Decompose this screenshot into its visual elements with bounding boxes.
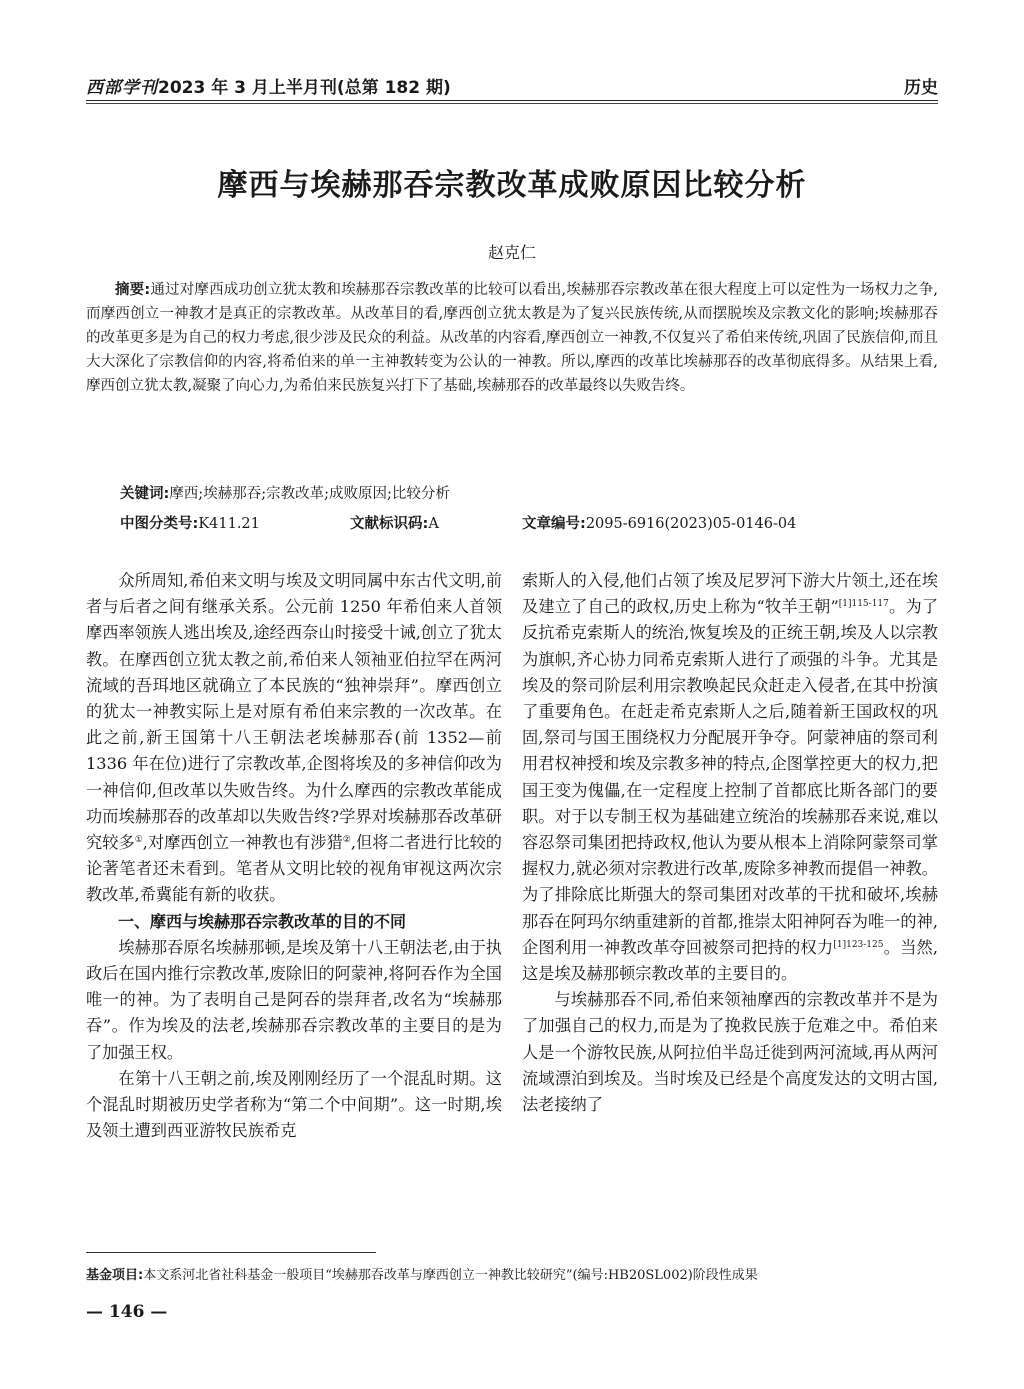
- footnote-rule: [86, 1252, 376, 1253]
- article-number-value: 2095-6916(2023)05-0146-04: [585, 516, 797, 532]
- paragraph-text: 。当然,这是埃及赫那顿宗教改革的主要目的。: [522, 937, 939, 984]
- section-heading: 一、摩西与埃赫那吞宗教改革的目的不同: [118, 911, 407, 931]
- clc-label: 中图分类号:: [120, 516, 199, 532]
- article-title: 摩西与埃赫那吞宗教改革成败原因比较分析: [217, 168, 807, 203]
- keywords: [120, 482, 938, 503]
- paragraph-text: 索斯人的入侵,他们占领了埃及尼罗河下游大片领土,还在埃及建立了自己的政权,历史上称为“牧羊王朝”: [522, 571, 938, 617]
- body-column-right: [522, 568, 938, 1118]
- abstract-label: 摘要:: [115, 282, 151, 298]
- body-column-left: [86, 568, 502, 1144]
- body-paragraph: 与埃赫那吞不同,希伯来领袖摩西的宗教改革并不是为了加强自己的权力,而是为了挽救民族于危难之中。希伯来人是一个游牧民族,从阿拉伯半岛迁徙到两河流域,再从两河流域漂泊到埃及。当时埃及已经是个高度发达的文明古国,法老接纳了: [522, 990, 938, 1115]
- paragraph-text: 众所周知,希伯来文明与埃及文明同属中东古代文明,前者与后者之间有继承关系。公元前 1250 年希伯来人首领摩西率领族人逃出埃及,途经西奈山时接受十诫,创立了犹太教。在摩西创立犹太教之前,希伯来人领袖亚伯拉罕在两河流域的吾珥地区就确立了本民族的“独神崇拜”。摩西创立的犹太一神教实际上是对原有希伯来宗教的一次改革。在此之前,新王国第十八王朝法老埃赫那吞(前 1352—前 1336 年在位)进行了宗教改革,企图将埃及的多神信仰改为一神信仰,但改革以失败告终。为什么摩西的宗教改革能成功而埃赫那吞的改革却以失败告终?学界对埃赫那吞改革研究较多: [86, 571, 502, 853]
- funding-label: 基金项目:: [86, 1268, 144, 1283]
- abstract: [86, 278, 938, 398]
- section-label: 历史: [904, 78, 938, 98]
- paragraph-text: 。为了反抗希克索斯人的统治,恢复埃及的正统王朝,埃及人以宗教为旗帜,齐心协力同希克索斯人进行了顽强的斗争。尤其是埃及的祭司阶层利用宗教唤起民众赶走入侵者,在其中扮演了重要角色。在赶走希克索斯人之后,随着新王国政权的巩固,祭司与国王围绕权力分配展开争夺。阿蒙神庙的祭司利用君权神授和埃及宗教多神的特点,企图掌控更大的权力,把国王变为傀儡,在一定程度上控制了首都底比斯各部门的要职。对于以专制王权为基础建立统治的埃赫那吞来说,难以容忍祭司集团把持政权,他认为要从根本上消除阿蒙祭司掌握权力,就必须对宗教进行改革,废除多神教而提倡一神教。为了排除底比斯强大的祭司集团对改革的干扰和破坏,埃赫那吞在阿玛尔纳重建新的首都,推崇太阳神阿吞为唯一的神,企图利用一神教改革夺回被祭司把持的权力: [522, 597, 939, 957]
- keywords-text: 摩西;埃赫那吞;宗教改革;成败原因;比较分析: [169, 486, 450, 502]
- paragraph-text: ,但将二者进行比较的论著笔者还未看到。笔者从文明比较的视角审视这两次宗教改革,希冀能有新的收获。: [86, 833, 502, 905]
- clc-value: K411.21: [198, 516, 260, 532]
- keywords-label: 关键词:: [120, 486, 170, 502]
- paragraph-text: ,对摩西创立一神教也有涉猎: [142, 833, 343, 853]
- funding-footnote: [86, 1264, 938, 1283]
- abstract-text: 通过对摩西成功创立犹太教和埃赫那吞宗教改革的比较可以看出,埃赫那吞宗教改革在很大程度上可以定性为一场权力之争,而摩西创立一神教才是真正的宗教改革。从改革目的看,摩西创立犹太教是为了复兴民族传统,从而摆脱埃及宗教文化的影响;埃赫那吞的改革更多是为自己的权力考虑,很少涉及民众的利益。从改革的内容看,摩西创立一神教,不仅复兴了希伯来传统,巩固了民族信仰,而且大大深化了宗教信仰的内容,将希伯来的单一主神教转变为公认的一神教。所以,摩西的改革比埃赫那吞的改革彻底得多。从结果上看,摩西创立犹太教,凝聚了向心力,为希伯来民族复兴打下了基础,埃赫那吞的改革最终以失败告终。: [86, 282, 938, 394]
- footnote-ref: ①: [134, 835, 143, 846]
- journal-logo: 西部学刊: [86, 78, 158, 98]
- page-number: — 146 —: [86, 1302, 168, 1322]
- citation-ref: [1]123-125: [833, 939, 884, 950]
- body-paragraph: 埃赫那吞原名埃赫那顿,是埃及第十八王朝法老,由于执政后在国内推行宗教改革,废除旧的阿蒙神,将阿吞作为全国唯一的神。为了表明自己是阿吞的崇拜者,改名为“埃赫那吞”。作为埃及的法老,埃赫那吞宗教改革的主要目的是为了加强王权。: [86, 937, 502, 1062]
- body-paragraph: 在第十八王朝之前,埃及刚刚经历了一个混乱时期。这个混乱时期被历史学者称为“第二个中间期”。这一时期,埃及领土遭到西亚游牧民族希克: [86, 1068, 502, 1141]
- article-number-label: 文章编号:: [522, 516, 586, 532]
- body-paragraph: [86, 568, 502, 909]
- doc-code-label: 文献标识码:: [350, 516, 429, 532]
- author: 赵克仁: [487, 243, 536, 262]
- journal-info: [86, 73, 451, 98]
- funding-text: 本文系河北省社科基金一般项目“埃赫那吞改革与摩西创立一神教比较研究”(编号:HB20SL002)阶段性成果: [143, 1268, 758, 1283]
- running-header: [86, 70, 938, 98]
- footnote-ref: ②: [342, 835, 351, 846]
- citation-ref: [1]115-117: [838, 599, 889, 610]
- header-rule: [86, 100, 938, 101]
- classification-line: [120, 512, 938, 533]
- journal-issue: 2023 年 3 月上半月刊(总第 182 期): [158, 78, 451, 98]
- header-rule-thin: [86, 103, 938, 104]
- doc-code-value: A: [428, 516, 439, 532]
- body-paragraph: [522, 568, 938, 987]
